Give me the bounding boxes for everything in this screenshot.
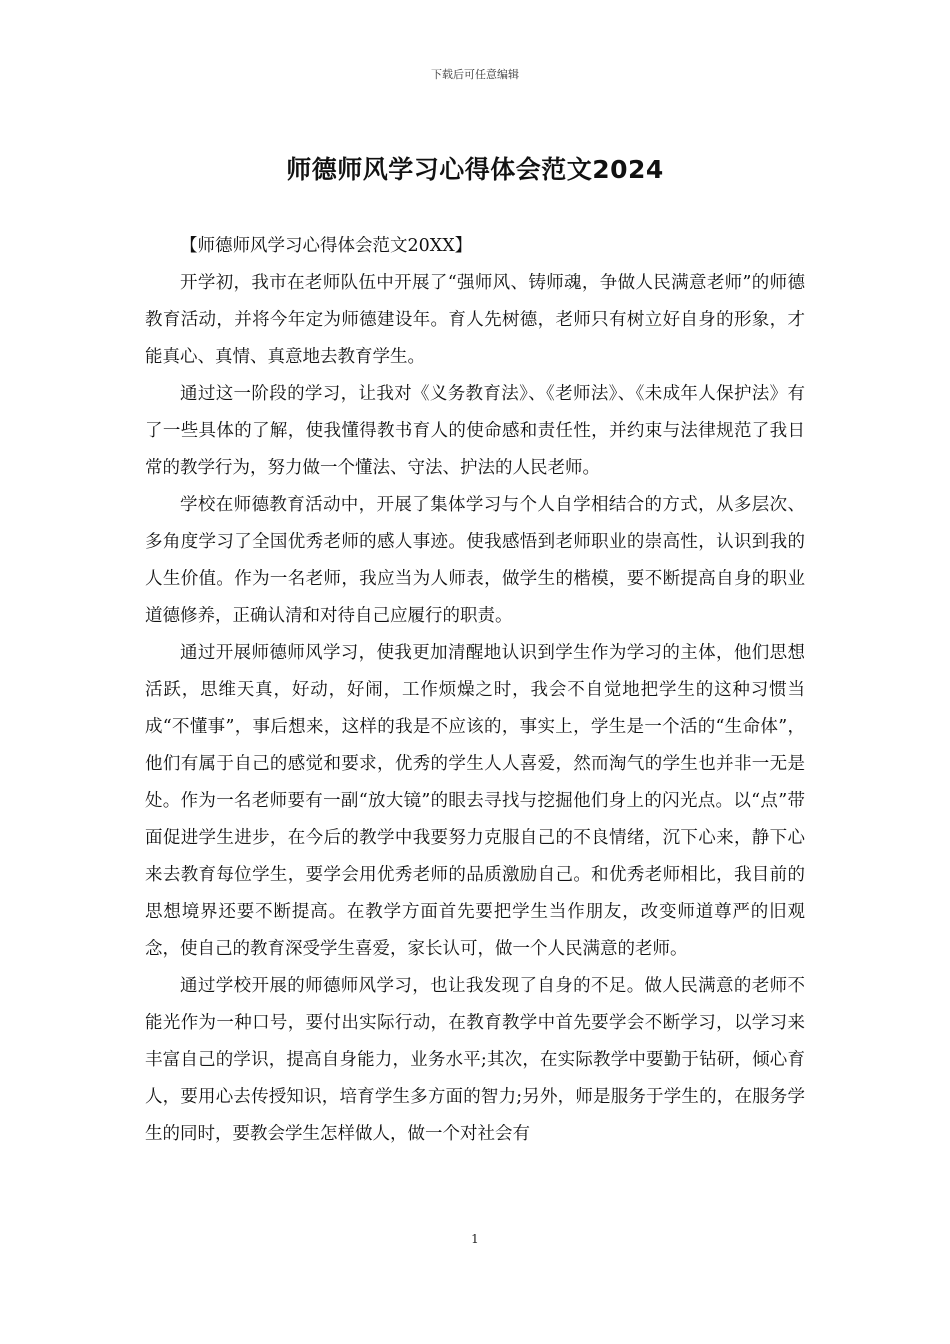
document-body bbox=[145, 228, 805, 1153]
header-note: 下载后可任意编辑 bbox=[431, 68, 519, 81]
paragraph-5: 通过学校开展的师德师风学习，也让我发现了自身的不足。做人民满意的老师不能光作为一种口号，要付出实际行动，在教育教学中首先要学会不断学习，以学习来丰富自己的学识，提高自身能力，业务水平;其次，在实际教学中要勤于钻研，倾心育人，要用心去传授知识，培育学生多方面的智力;另外，师是服务于学生的，在服务学生的同时，要教会学生怎样做人，做一个对社会有 bbox=[145, 976, 805, 1144]
document-title: 师德师风学习心得体会范文2024 bbox=[286, 155, 664, 184]
paragraph-4: 通过开展师德师风学习，使我更加清醒地认识到学生作为学习的主体，他们思想活跃，思维天真，好动，好闹，工作烦燥之时，我会不自觉地把学生的这种习惯当成“不懂事”，事后想来，这样的我是不应该的，事实上，学生是一个活的“生命体”，他们有属于自己的感觉和要求，优秀的学生人人喜爱，然而淘气的学生也并非一无是处。作为一名老师要有一副“放大镜”的眼去寻找与挖掘他们身上的闪光点。以“点”带面促进学生进步，在今后的教学中我要努力克服自己的不良情绪，沉下心来，静下心来去教育每位学生，要学会用优秀老师的品质激励自己。和优秀老师相比，我目前的思想境界还要不断提高。在教学方面首先要把学生当作朋友，改变师道尊严的旧观念，使自己的教育深受学生喜爱，家长认可，做一个人民满意的老师。 bbox=[145, 643, 805, 959]
paragraph-3: 学校在师德教育活动中，开展了集体学习与个人自学相结合的方式，从多层次、多角度学习了全国优秀老师的感人事迹。使我感悟到老师职业的崇高性，认识到我的人生价值。作为一名老师，我应当为人师表，做学生的楷模，要不断提高自身的职业道德修养，正确认清和对待自己应履行的职责。 bbox=[145, 495, 805, 626]
paragraph-1: 开学初，我市在老师队伍中开展了“强师风、铸师魂，争做人民满意老师”的师德教育活动，并将今年定为师德建设年。育人先树德，老师只有树立好自身的形象，才能真心、真情、真意地去教育学生。 bbox=[145, 273, 805, 367]
page-number: 1 bbox=[471, 1232, 479, 1246]
document-subheading: 【师德师风学习心得体会范文20XX】 bbox=[180, 236, 473, 256]
paragraph-2: 通过这一阶段的学习，让我对《义务教育法》、《老师法》、《未成年人保护法》有了一些具体的了解，使我懂得教书育人的使命感和责任性，并约束与法律规范了我日常的教学行为，努力做一个懂法、守法、护法的人民老师。 bbox=[145, 384, 805, 478]
